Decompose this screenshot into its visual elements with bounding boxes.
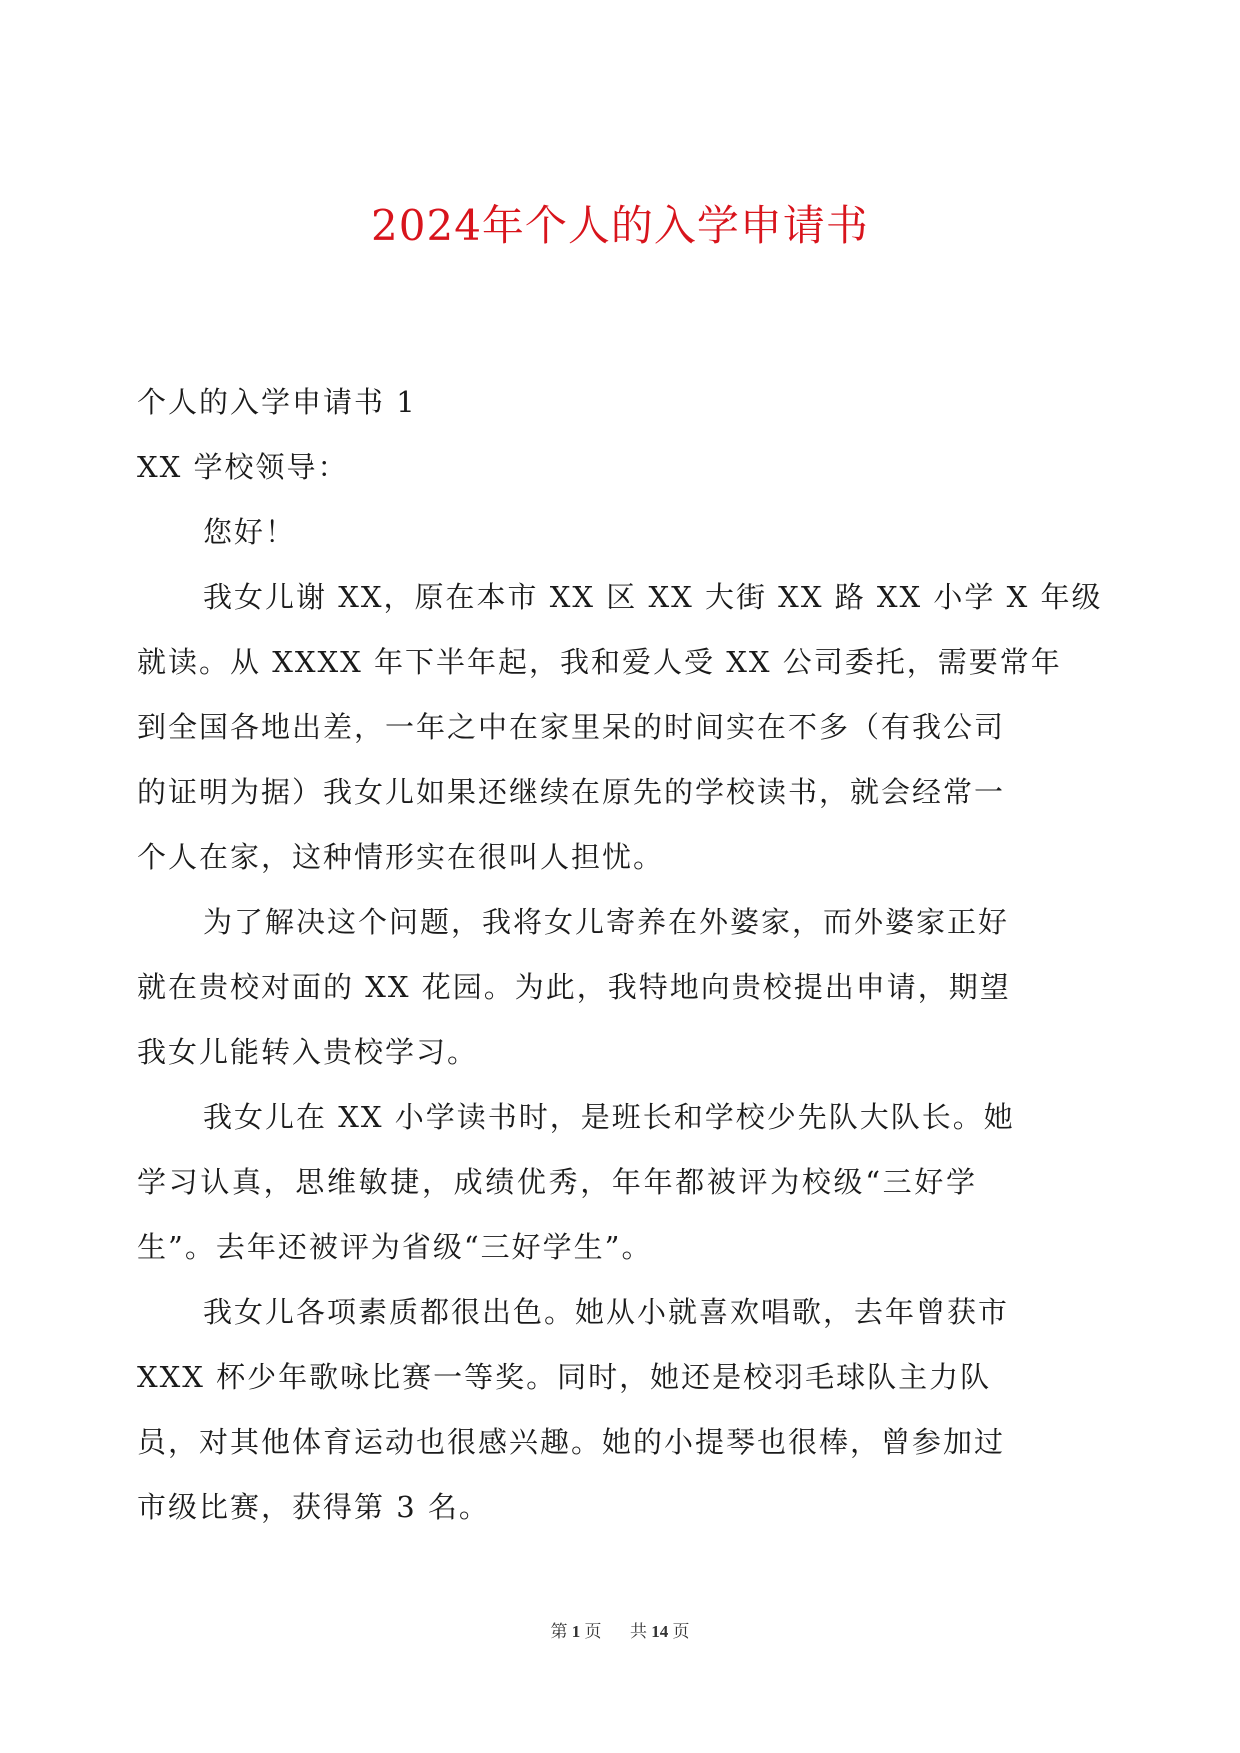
paragraph-line: 生”。去年还被评为省级“三好学生”。	[137, 1230, 653, 1264]
paragraph-1	[137, 565, 1103, 890]
paragraph-line: 就在贵校对面的 XX 花园。为此，我特地向贵校提出申请，期望	[137, 970, 1011, 1004]
paragraph-2	[137, 890, 1011, 1085]
paragraph-4	[137, 1280, 1010, 1540]
paragraph-line: 我女儿谢 XX，原在本市 XX 区 XX 大街 XX 路 XX 小学 X 年级	[203, 580, 1103, 614]
paragraph-line: 为了解决这个问题，我将女儿寄养在外婆家，而外婆家正好	[203, 905, 1010, 939]
paragraph-line: 的证明为据）我女儿如果还继续在原先的学校读书，就会经常一	[137, 775, 1006, 809]
page-suffix: 页	[584, 1622, 602, 1641]
document-title: 2024年个人的入学申请书	[371, 201, 869, 250]
salutation: XX 学校领导：	[137, 450, 349, 484]
paragraph-line: 我女儿在 XX 小学读书时，是班长和学校少先队大队长。她	[203, 1100, 1015, 1134]
section-heading: 个人的入学申请书 1	[137, 385, 417, 419]
total-prefix: 共	[630, 1622, 647, 1641]
paragraph-line: 我女儿各项素质都很出色。她从小就喜欢唱歌，去年曾获市	[203, 1295, 1010, 1329]
paragraph-3	[137, 1085, 1015, 1280]
paragraph-line: 到全国各地出差，一年之中在家里呆的时间实在不多（有我公司	[137, 710, 1006, 744]
greeting: 您好！	[203, 515, 297, 549]
total-suffix: 页	[672, 1622, 690, 1641]
paragraph-line: 员，对其他体育运动也很感兴趣。她的小提琴也很棒，曾参加过	[137, 1425, 1006, 1459]
paragraph-line: 市级比赛，获得第 3 名。	[137, 1490, 490, 1524]
paragraph-line: XXX 杯少年歌咏比赛一等奖。同时，她还是校羽毛球队主力队	[137, 1360, 992, 1394]
paragraph-line: 个人在家，这种情形实在很叫人担忧。	[137, 840, 665, 874]
total-pages-number: 14	[651, 1622, 669, 1641]
paragraph-line: 学习认真，思维敏捷，成绩优秀，年年都被评为校级“三好学	[137, 1165, 977, 1199]
paragraph-line: 就读。从 XXXX 年下半年起，我和爱人受 XX 公司委托，需要常年	[137, 645, 1062, 679]
current-page-number: 1	[571, 1622, 581, 1641]
page-prefix: 第	[550, 1622, 568, 1641]
paragraph-line: 我女儿能转入贵校学习。	[137, 1035, 479, 1069]
document-body	[137, 370, 1103, 1540]
page-footer	[0, 1620, 1240, 1644]
